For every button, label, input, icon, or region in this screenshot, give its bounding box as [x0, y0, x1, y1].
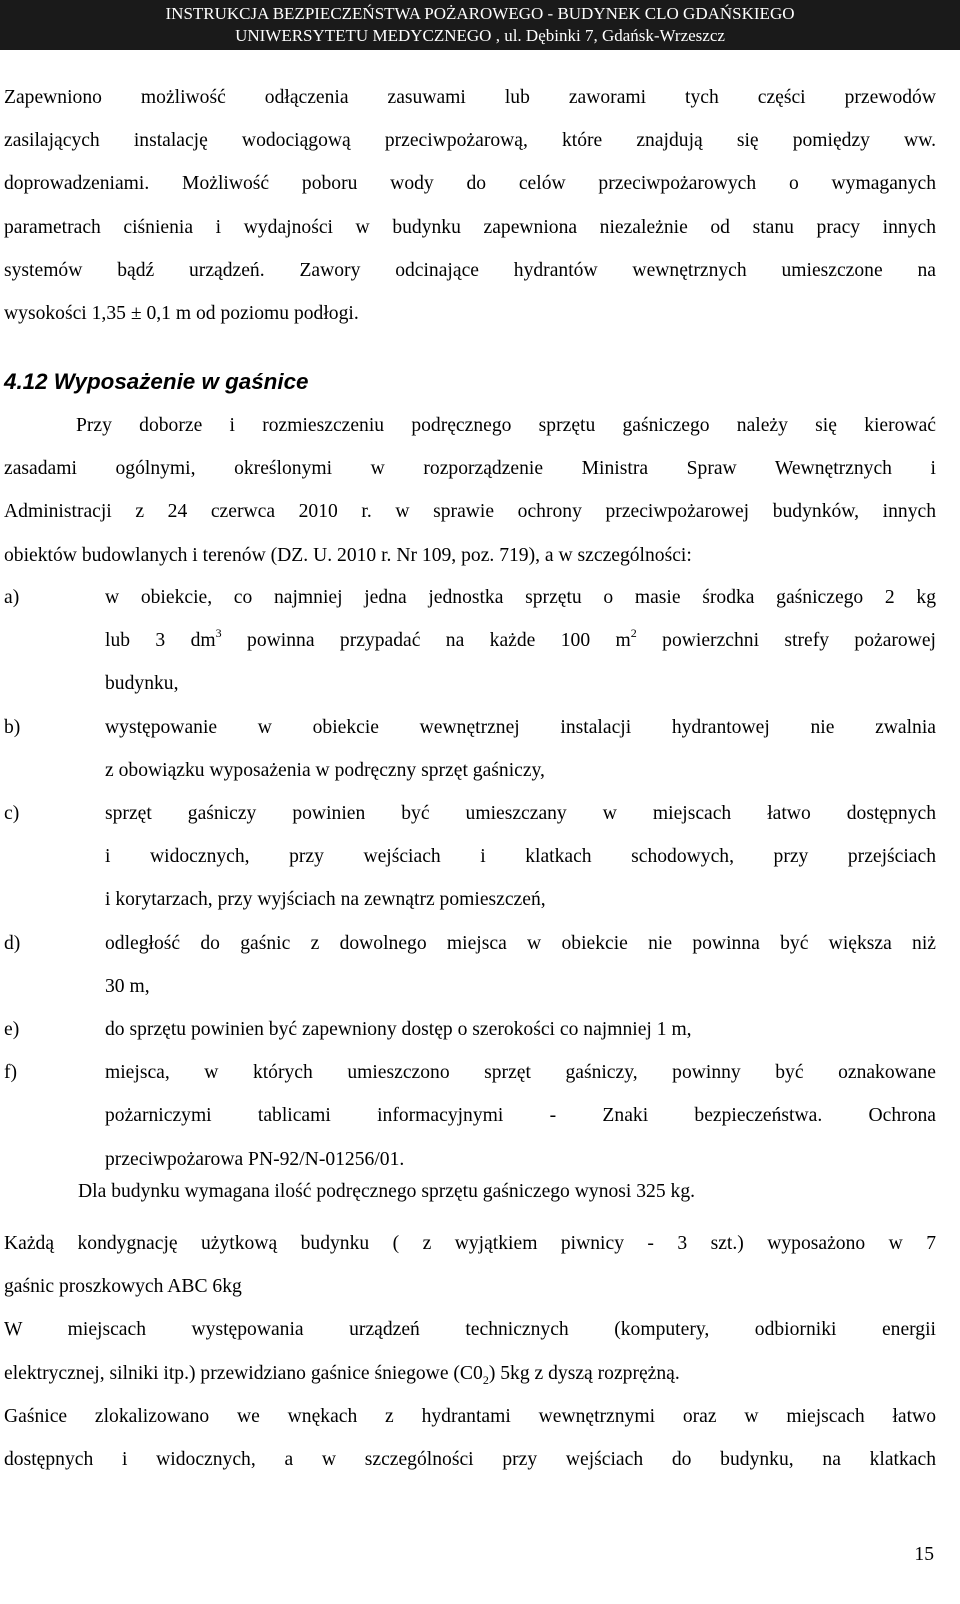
closing-line: gaśnic proszkowych ABC 6kg — [4, 1276, 242, 1298]
section-line-text: Przy doborze i rozmieszczeniu podręcznego sprzętu gaśniczego należy się kierować — [76, 415, 936, 436]
list-item — [4, 1008, 936, 1051]
closing-line: dostępnych i widocznych, a w szczególności przy wejściach do budynku, na klatkach — [4, 1449, 936, 1471]
section-paragraph — [4, 404, 936, 577]
text-fragment: powinna przypadać na każde 100 m — [221, 630, 631, 652]
list-item-line: pożarniczymi tablicami informacyjnymi - Znaki bezpieczeństwa. Ochrona — [105, 1105, 936, 1127]
list-item-line: i korytarzach, przy wyjściach na zewnątrz pomieszczeń, — [105, 889, 546, 911]
list-marker: f) — [4, 1062, 18, 1084]
requirements-list — [4, 576, 936, 1181]
intro-line: wysokości 1,35 ± 0,1 m od poziomu podłogi. — [4, 303, 359, 325]
list-item-line: odległość do gaśnic z dowolnego miejsca w obiekcie nie powinna być większa niż — [105, 932, 936, 954]
list-item — [4, 1051, 936, 1181]
list-marker: d) — [4, 932, 21, 954]
list-item-line: w obiekcie, co najmniej jedna jednostka sprzętu o masie środka gaśniczego 2 kg — [105, 587, 936, 608]
closing-paragraph — [4, 1222, 936, 1481]
closing-line: Gaśnice zlokalizowano we wnękach z hydrantami wewnętrznymi oraz w miejscach łatwo — [4, 1405, 936, 1427]
closing-line: Każdą kondygnację użytkową budynku ( z wyjątkiem piwnicy - 3 szt.) wyposażono w 7 — [4, 1233, 936, 1254]
list-marker: b) — [4, 716, 21, 738]
intro-line: doprowadzeniami. Możliwość poboru wody do celów przeciwpożarowych o wymaganych — [4, 173, 936, 195]
list-item-line: występowanie w obiekcie wewnętrznej instalacji hydrantowej nie zwalnia — [105, 716, 936, 738]
section-line: Administracji z 24 czerwca 2010 r. w sprawie ochrony przeciwpożarowej budynków, innych — [4, 501, 936, 523]
text-fragment: powierzchni strefy pożarowej — [636, 630, 936, 652]
section-line — [4, 404, 936, 447]
superscript: 2 — [630, 625, 637, 640]
section-line: obiektów budowlanych i terenów (DZ. U. 2010 r. Nr 109, poz. 719), a w szczególności: — [4, 544, 692, 566]
list-item-line: budynku, — [105, 673, 179, 695]
intro-line: zasilających instalację wodociągową przeciwpożarową, które znajdują się pomiędzy ww. — [4, 130, 936, 152]
required-amount-note: Dla budynku wymagana ilość podręcznego sprzętu gaśniczego wynosi 325 kg. — [78, 1181, 696, 1202]
list-item-line: z obowiązku wyposażenia w podręczny sprzęt gaśniczy, — [105, 759, 545, 781]
closing-line — [4, 1352, 936, 1395]
list-item-line: do sprzętu powinien być zapewniony dostęp o szerokości co najmniej 1 m, — [105, 1019, 692, 1041]
intro-line: Zapewniono możliwość odłączenia zasuwami lub zaworami tych części przewodów — [4, 87, 936, 108]
page-number: 15 — [914, 1544, 934, 1565]
text-fragment: ) 5kg z dyszą rozprężną. — [488, 1362, 680, 1384]
list-item — [4, 792, 936, 922]
list-item — [4, 576, 936, 706]
list-item-line: miejsca, w których umieszczono sprzęt gaśniczy, powinny być oznakowane — [105, 1062, 936, 1084]
header-line-2: UNIWERSYTETU MEDYCZNEGO , ul. Dębinki 7, Gdańsk-Wrzeszcz — [235, 26, 725, 45]
list-item-line — [105, 619, 936, 662]
superscript: 3 — [215, 625, 222, 640]
section-line: zasadami ogólnymi, określonymi w rozporządzenie Ministra Spraw Wewnętrznych i — [4, 458, 936, 480]
header-line-1: INSTRUKCJA BEZPIECZEŃSTWA POŻAROWEGO - BUDYNEK CLO GDAŃSKIEGO — [165, 4, 795, 23]
text-fragment: elektrycznej, silniki itp.) przewidziano gaśnice śniegowe (C0 — [4, 1362, 483, 1384]
closing-line: W miejscach występowania urządzeń technicznych (komputery, odbiorniki energii — [4, 1319, 936, 1341]
intro-line: parametrach ciśnienia i wydajności w budynku zapewniona niezależnie od stanu pracy innych — [4, 216, 936, 238]
list-marker: e) — [4, 1019, 20, 1041]
subscript: 2 — [482, 1372, 489, 1387]
list-item-line: przeciwpożarowa PN-92/N-01256/01. — [105, 1148, 405, 1170]
list-marker: c) — [4, 803, 20, 825]
document-header — [0, 0, 960, 50]
list-item-line: sprzęt gaśniczy powinien być umieszczany w miejscach łatwo dostępnych — [105, 803, 936, 825]
text-fragment: lub 3 dm — [105, 630, 216, 652]
section-heading: 4.12 Wyposażenie w gaśnice — [4, 369, 309, 394]
intro-line: systemów bądź urządzeń. Zawory odcinające hydrantów wewnętrznych umieszczone na — [4, 259, 936, 281]
list-item-line: 30 m, — [105, 975, 150, 997]
list-marker: a) — [4, 587, 20, 608]
list-item — [4, 706, 936, 792]
list-item — [4, 922, 936, 1008]
intro-paragraph — [4, 76, 936, 335]
list-item-line: i widocznych, przy wejściach i klatkach schodowych, przy przejściach — [105, 846, 936, 868]
